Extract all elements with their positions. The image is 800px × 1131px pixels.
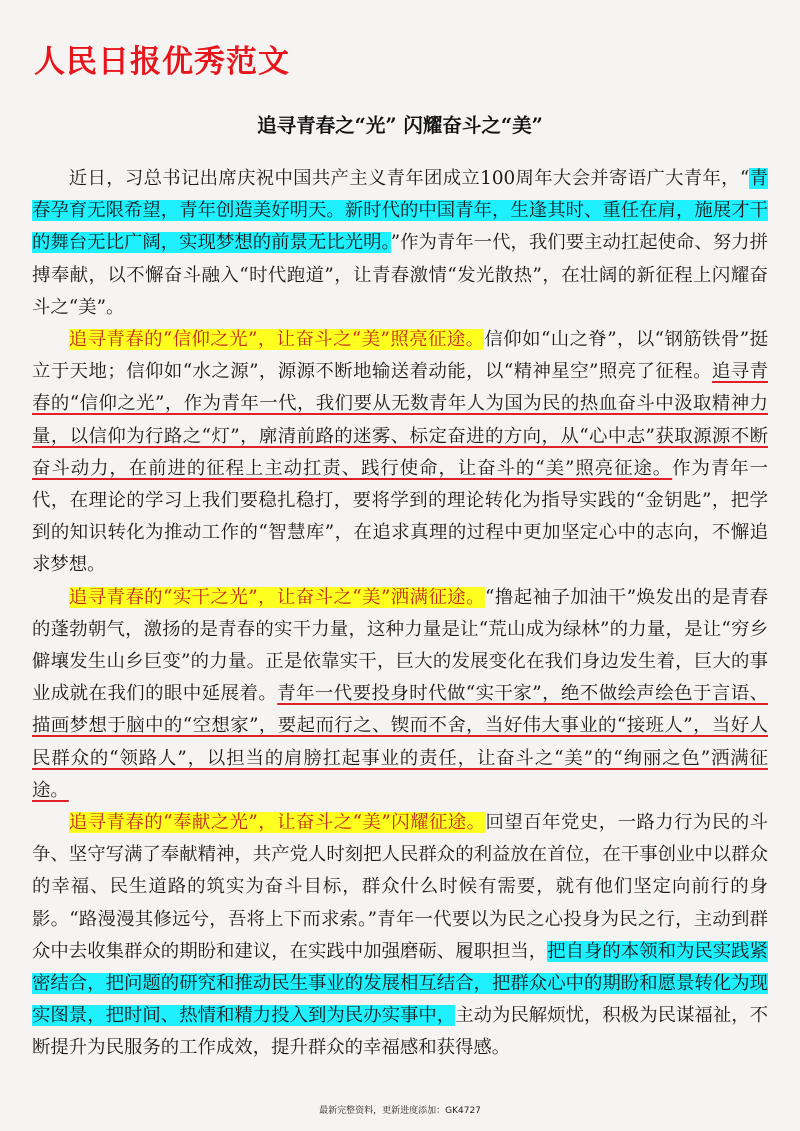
text-run: 作为青年一代，在理论的学习上我们要稳扎稳打，要将学到的理论转化为指导实践的“金钥匙”，把学到的知识转化为推动工作的“智慧库”，在追求真理的过程中更加坚定心中的志向，不懈追求梦想。 (32, 457, 768, 576)
footer-note: 最新完整资料，更新进度添加：GK4727 (319, 1106, 481, 1116)
text-run: ”作为青年一代，我们要主动扛起使命、努力拼搏奉献，以不懈奋斗融入“时代跑道”，让青春激情“发光散热”，在壮阔的新征程上闪耀奋斗之“美”。 (32, 232, 768, 318)
paragraph-3 (32, 582, 768, 807)
text-run: 主动为民解烦忧，积极为民谋福祉，不断提升为民服务的工作成效，提升群众的幸福感和获得感。 (32, 1005, 768, 1059)
paragraph-4 (32, 807, 768, 1065)
underline-red: 青年一代要投身时代做“实干家”，绝不做绘声绘色于言语、描画梦想于脑中的“空想家”，要起而行之、锲而不舍，当好伟大事业的“接班人”，当好人民群众的“领路人”，以担当的肩膀扛起事业的责任，让奋斗之“美”的“绚丽之色”洒满征途。 (32, 683, 768, 801)
highlight-cyan: 青春孕育无限希望，青年创造美好明天。新时代的中国青年，生逢其时、重任在肩，施展才干的舞台无比广阔，实现梦想的前景无比光明。 (32, 168, 768, 254)
brand-title: 人民日报优秀范文 (34, 44, 290, 80)
paragraph-2 (32, 324, 768, 582)
text-run: 近日，习总书记出席庆祝中国共产主义青年团成立100周年大会并寄语广大青年，“ (68, 168, 750, 189)
text-run: 信仰如“山之脊”，以“钢筋铁骨”挺立于天地；信仰如“水之源”，源源不断地输送着动能，以“精神星空”照亮了征程。 (32, 329, 769, 383)
article-title: 追寻青春之“光” 闪耀奋斗之“美” (257, 114, 543, 137)
highlight-yellow-lead: 追寻青春的“信仰之光”，让奋斗之“美”照亮征途。 (68, 329, 485, 351)
paragraph-1 (32, 163, 768, 324)
text-run: 回望百年党史，一路力行为民的斗争、坚守写满了奉献精神，共产党人时刻把人民群众的利益放在首位，在干事创业中以群众的幸福、民生道路的筑实为奋斗目标，群众什么时候有需要，就有他们坚定向前行的身影。“路漫漫其修远兮，吾将上下而求索。”青年一代要以为民之心投身为民之行，主动到群众中去收集群众的期盼和建议，在实践中加强磨砺、履职担当， (32, 812, 768, 962)
underline-red: 追寻青春的“信仰之光”，作为青年一代，我们要从无数青年人为国为民的热血奋斗中汲取精神力量，以信仰为行路之“灯”，廓清前路的迷雾、标定奋进的方向，从“心中志”获取源源不断奋斗动力，在前进的征程上主动扛责、践行使命，让奋斗的“美”照亮征途。 (32, 361, 768, 479)
article-body (32, 163, 768, 1065)
highlight-cyan: 把自身的本领和为民实践紧密结合，把问题的研究和推动民生事业的发展相互结合，把群众心中的期盼和愿景转化为现实图景，把时间、热情和精力投入到为民办实事中， (32, 940, 768, 1027)
highlight-yellow-lead: 追寻青春的“实干之光”，让奋斗之“美”洒满征途。 (68, 586, 485, 608)
text-run: “撸起袖子加油干”焕发出的是青春的蓬勃朝气，激扬的是青春的实干力量，这种力量是让“荒山成为绿林”的力量，是让“穷乡僻壤发生山乡巨变”的力量。正是依靠实干，巨大的发展变化在我们身边发生着，巨大的事业成就在我们的眼中延展着。 (32, 586, 769, 705)
highlight-yellow-lead: 追寻青春的“奉献之光”，让奋斗之“美”闪耀征途。 (68, 812, 486, 834)
